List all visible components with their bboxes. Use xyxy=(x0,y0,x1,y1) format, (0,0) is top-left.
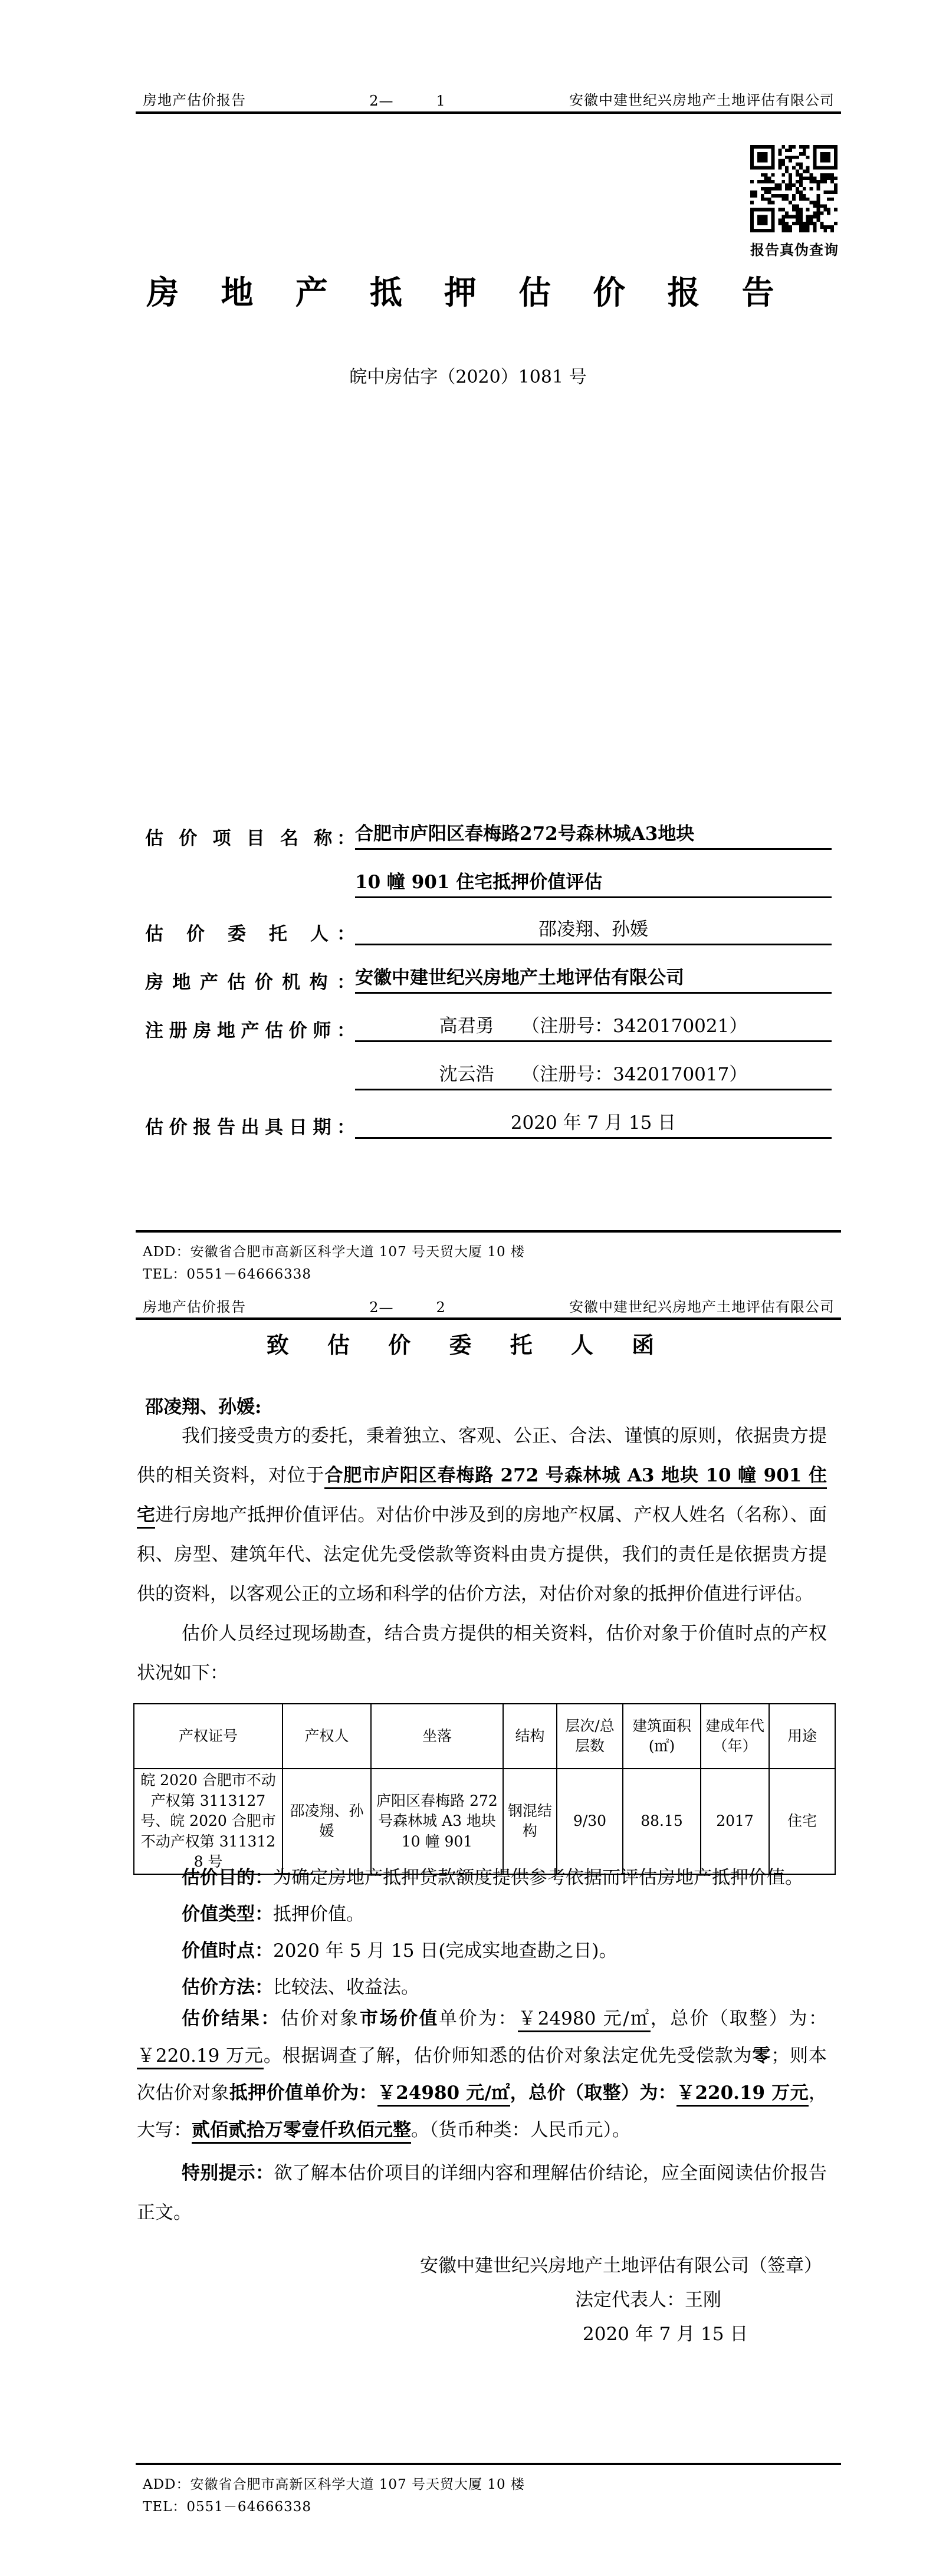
text-segment: 市场价值 xyxy=(359,2008,439,2029)
field-project xyxy=(145,819,832,850)
section-method xyxy=(137,1972,827,1999)
text-segment: 估价结果： xyxy=(182,2008,281,2029)
signature-date: 2020 年 7 月 15 日 xyxy=(583,2324,748,2345)
field-appraiser-1-value: 高君勇 （注册号：3420170021） xyxy=(355,1011,832,1042)
signature-company: 安徽中建世纪兴房地产土地评估有限公司（签章） xyxy=(420,2255,822,2276)
qr-code-image xyxy=(750,145,838,232)
property-table xyxy=(133,1703,836,1875)
section-notice-text: 欲了解本估价项目的详细内容和理解估价结论，应全面阅读估价报告正文。 xyxy=(137,2163,827,2223)
signature-legal-rep: 法定代表人：王刚 xyxy=(575,2289,721,2311)
letter-title: 致 估 价 委 托 人 函 xyxy=(266,1332,670,1358)
text-segment: 。根据调查了解，估价师知悉的估价对象法定优先受偿款为 xyxy=(263,2045,753,2066)
text-segment: ￥220.19 万元 xyxy=(137,2045,264,2069)
field-issue-date-label: 估价报告出具日期： xyxy=(145,1117,355,1138)
section-value-type-text: 抵押价值。 xyxy=(273,1904,364,1925)
cell-year-built: 2017 xyxy=(701,1769,769,1874)
field-appraiser-2-value: 沈云浩 （注册号：3420170017） xyxy=(355,1059,832,1090)
field-project-line2 xyxy=(145,867,832,898)
text-segment: 我们接受贵方的委托，秉着独立、客观、公正、合法、谨慎的原则，依据贵方提供的相关资料，对位于 xyxy=(137,1425,827,1486)
section-purpose-label: 估价目的： xyxy=(182,1867,273,1888)
page1-footer-address: ADD：安徽省合肥市高新区科学大道 107 号天贸大厦 10 楼 xyxy=(143,1244,525,1260)
text-segment: 总价（取整）为： xyxy=(528,2082,677,2104)
table-row xyxy=(134,1769,835,1874)
section-method-text: 比较法、收益法。 xyxy=(273,1977,419,1998)
field-issue-date xyxy=(145,1108,832,1139)
field-appraiser-1 xyxy=(145,1011,832,1042)
col-structure: 结构 xyxy=(503,1704,557,1769)
col-location: 坐落 xyxy=(371,1704,503,1769)
text-segment: ￥220.19 万元 xyxy=(676,2082,809,2107)
section-value-date xyxy=(137,1936,827,1962)
col-use: 用途 xyxy=(769,1704,835,1769)
qr-block xyxy=(750,145,838,259)
field-client-label: 估 价 委 托 人： xyxy=(145,924,355,945)
qr-caption: 报告真伪查询 xyxy=(750,241,839,258)
page-number-prefix: 2— xyxy=(369,1299,394,1316)
running-header-company: 安徽中建世纪兴房地产土地评估有限公司 xyxy=(569,92,835,109)
field-agency xyxy=(145,962,832,994)
cell-location: 庐阳区春梅路 272 号森林城 A3 地块 10 幢 901 xyxy=(371,1769,503,1874)
text-segment: ￥24980 元/㎡ xyxy=(518,2008,651,2032)
page-number-prefix: 2— xyxy=(369,93,394,109)
text-segment: 合肥市庐阳区春梅路 272 号森林城 A3 地块 10 幢 901 住宅 xyxy=(137,1465,827,1529)
letter-paragraph-1 xyxy=(137,1417,827,1614)
col-year-built: 建成年代（年） xyxy=(701,1704,769,1769)
col-area: 建筑面积(㎡) xyxy=(623,1704,701,1769)
page1-footer-rule xyxy=(136,1230,841,1233)
col-certificate-no: 产权证号 xyxy=(134,1704,283,1769)
cell-owner: 邵凌翔、孙媛 xyxy=(283,1769,371,1874)
col-floor: 层次/总层数 xyxy=(557,1704,623,1769)
field-agency-value: 安徽中建世纪兴房地产土地评估有限公司 xyxy=(355,962,832,994)
section-method-label: 估价方法： xyxy=(182,1977,273,1998)
report-title: 房 地 产 抵 押 估 价 报 告 xyxy=(146,273,790,311)
field-issue-date-value: 2020 年 7 月 15 日 xyxy=(355,1108,832,1139)
field-project-label: 估 价 项 目 名 称： xyxy=(145,828,355,849)
document-number: 皖中房估字（2020）1081 号 xyxy=(349,367,587,387)
field-client-value: 邵凌翔、孙媛 xyxy=(355,914,832,945)
text-segment: ；则本次估价对象 xyxy=(137,2045,827,2104)
running-header-company: 安徽中建世纪兴房地产土地评估有限公司 xyxy=(569,1299,835,1315)
page2-running-header xyxy=(143,1295,835,1316)
page1-header-rule xyxy=(136,111,841,114)
text-segment: ， xyxy=(510,2082,529,2104)
page2-footer-phone: TEL：0551－64666338 xyxy=(143,2499,312,2515)
text-segment: 进行房地产抵押价值评估。对估价中涉及到的房地产权属、产权人姓名（名称）、面积、房型、建筑年代、法定优先受偿款等资料由贵方提供，我们的责任是依据贵方提供的资料，以客观公正的立场和科学的估价方法，对估价对象的抵押价值进行评估。 xyxy=(137,1504,827,1605)
field-project-value-line2: 10 幢 901 住宅抵押价值评估 xyxy=(355,867,832,898)
property-table-wrap xyxy=(133,1703,836,1875)
page2-footer-address: ADD：安徽省合肥市高新区科学大道 107 号天贸大厦 10 楼 xyxy=(143,2477,525,2492)
section-result xyxy=(137,2000,827,2149)
field-agency-label: 房地产估价机构： xyxy=(145,972,355,993)
section-notice-label: 特别提示： xyxy=(182,2163,274,2184)
text-segment: ￥24980 元/㎡ xyxy=(377,2082,510,2107)
section-value-date-text: 2020 年 5 月 15 日(完成实地查勘之日)。 xyxy=(273,1940,618,1961)
field-client xyxy=(145,914,832,945)
text-segment: ，总价（取整）为： xyxy=(650,2008,827,2029)
field-appraiser-label: 注册房地产估价师： xyxy=(145,1020,355,1041)
table-header-row xyxy=(134,1704,835,1769)
page-number-value: 2 xyxy=(436,1299,446,1316)
text-segment: 零 xyxy=(752,2045,771,2066)
field-project-value-line1: 合肥市庐阳区春梅路272号森林城A3地块 xyxy=(355,819,832,850)
section-value-date-label: 价值时点： xyxy=(182,1940,273,1961)
text-segment: ，大写： xyxy=(137,2082,827,2141)
section-purpose xyxy=(137,1862,827,1889)
field-appraiser-2 xyxy=(145,1059,832,1090)
text-segment: 估价对象 xyxy=(280,2008,360,2029)
section-purpose-text: 为确定房地产抵押贷款额度提供参考依据而评估房地产抵押价值。 xyxy=(273,1867,803,1888)
text-segment: 贰佰贰拾万零壹仟玖佰元整 xyxy=(192,2120,411,2144)
page1-page-number xyxy=(369,93,446,109)
cell-structure: 钢混结构 xyxy=(503,1769,557,1874)
section-notice xyxy=(137,2154,827,2233)
running-header-title: 房地产估价报告 xyxy=(143,1299,246,1315)
cell-floor: 9/30 xyxy=(557,1769,623,1874)
letter-salutation: 邵凌翔、孙媛: xyxy=(145,1397,262,1418)
cell-certificate-no: 皖 2020 合肥市不动产权第 3113127 号、皖 2020 合肥市不动产权第 3113128 号 xyxy=(134,1769,283,1874)
page2-page-number xyxy=(369,1299,446,1316)
page2-header-rule xyxy=(136,1317,841,1320)
cell-area: 88.15 xyxy=(623,1769,701,1874)
cell-use: 住宅 xyxy=(769,1769,835,1874)
page1-running-header xyxy=(143,88,835,109)
letter-body xyxy=(137,1417,827,1693)
section-value-type-label: 价值类型： xyxy=(182,1904,273,1925)
running-header-title: 房地产估价报告 xyxy=(143,92,246,109)
letter-paragraph-2: 估价人员经过现场勘查，结合贵方提供的相关资料，估价对象于价值时点的产权状况如下： xyxy=(137,1623,827,1684)
col-owner: 产权人 xyxy=(283,1704,371,1769)
text-segment: 抵押价值单价为： xyxy=(229,2082,377,2104)
page-number-value: 1 xyxy=(436,93,446,109)
page2-footer-rule xyxy=(136,2463,841,2465)
text-segment: 单价为： xyxy=(439,2008,518,2029)
page1-footer-phone: TEL：0551－64666338 xyxy=(143,1267,312,1282)
text-segment: 。（货币种类：人民币元）。 xyxy=(411,2120,630,2141)
section-value-type xyxy=(137,1899,827,1926)
